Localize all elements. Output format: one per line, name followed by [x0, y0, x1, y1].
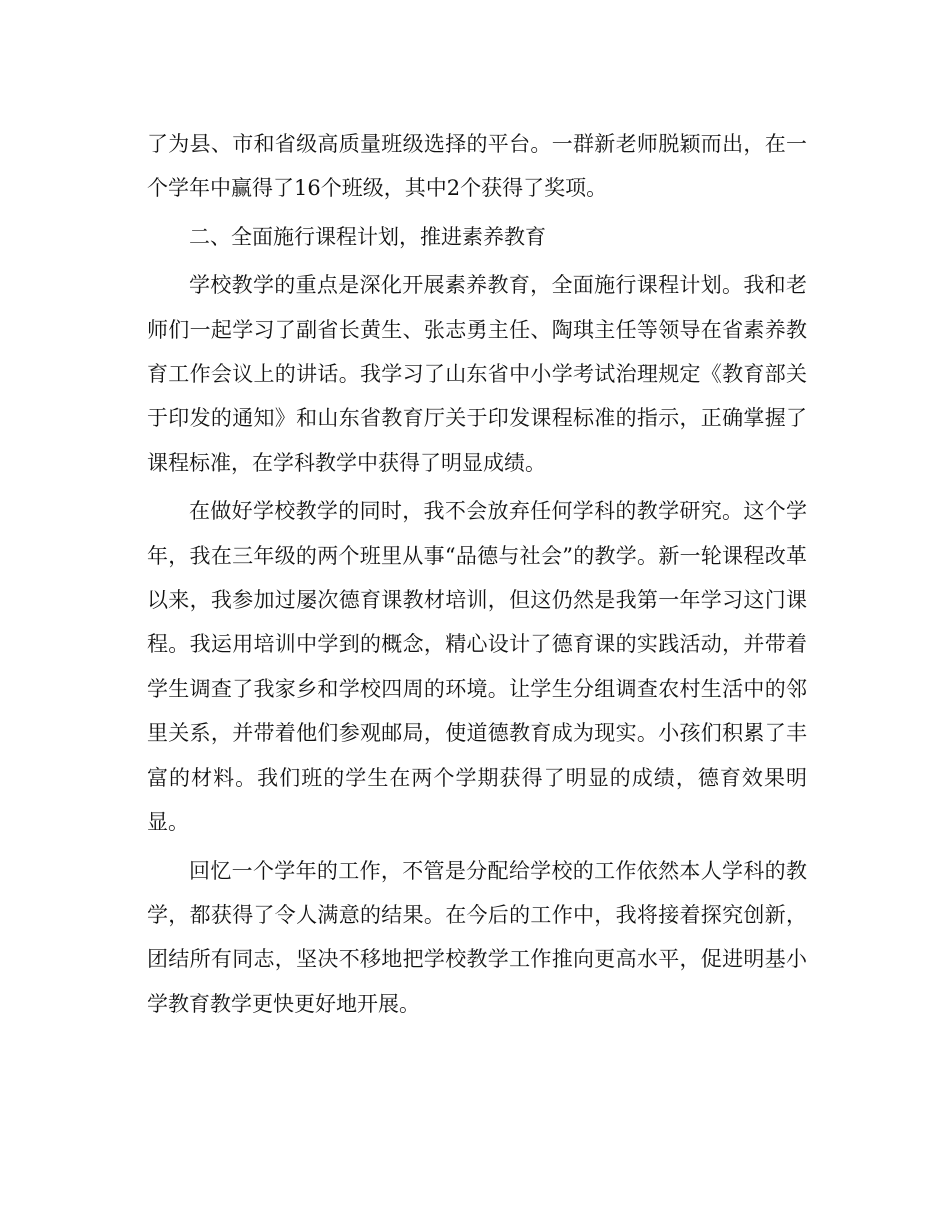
paragraph-teaching-research: 在做好学校教学的同时，我不会放弃任何学科的教学研究。这个学年，我在三年级的两个班里从事“品德与社会”的教学。新一轮课程改革以来，我参加过屡次德育课教材培训，但这仍然是我第一年学习这门课程。我运用培训中学到的概念，精心设计了德育课的实践活动，并带着学生调查了我家乡和学校四周的环境。让学生分组调查农村生活中的邻里关系，并带着他们参观邮局，使道德教育成为现实。小孩们积累了丰富的材料。我们班的学生在两个学期获得了明显的成绩，德育效果明显。: [147, 499, 807, 835]
document-body: [147, 122, 807, 1030]
paragraph-conclusion: 回忆一个学年的工作，不管是分配给学校的工作依然本人学科的教学，都获得了令人满意的结果。在今后的工作中，我将接着探究创新，团结所有同志，坚决不移地把学校教学工作推向更高水平，促进明基小学教育教学更快更好地开展。: [147, 858, 807, 1016]
paragraph-curriculum: 学校教学的重点是深化开展素养教育，全面施行课程计划。我和老师们一起学习了副省长黄生、张志勇主任、陶琪主任等领导在省素养教育工作会议上的讲话。我学习了山东省中小学考试治理规定《教育部关于印发的通知》和山东省教育厅关于印发课程标准的指示，正确掌握了课程标准，在学科教学中获得了明显成绩。: [147, 273, 807, 475]
paragraph-continuation: 了为县、市和省级高质量班级选择的平台。一群新老师脱颖而出，在一个学年中赢得了16个班级，其中2个获得了奖项。: [147, 132, 807, 201]
section-heading: 二、全面施行课程计划，推进素养教育: [189, 224, 546, 249]
